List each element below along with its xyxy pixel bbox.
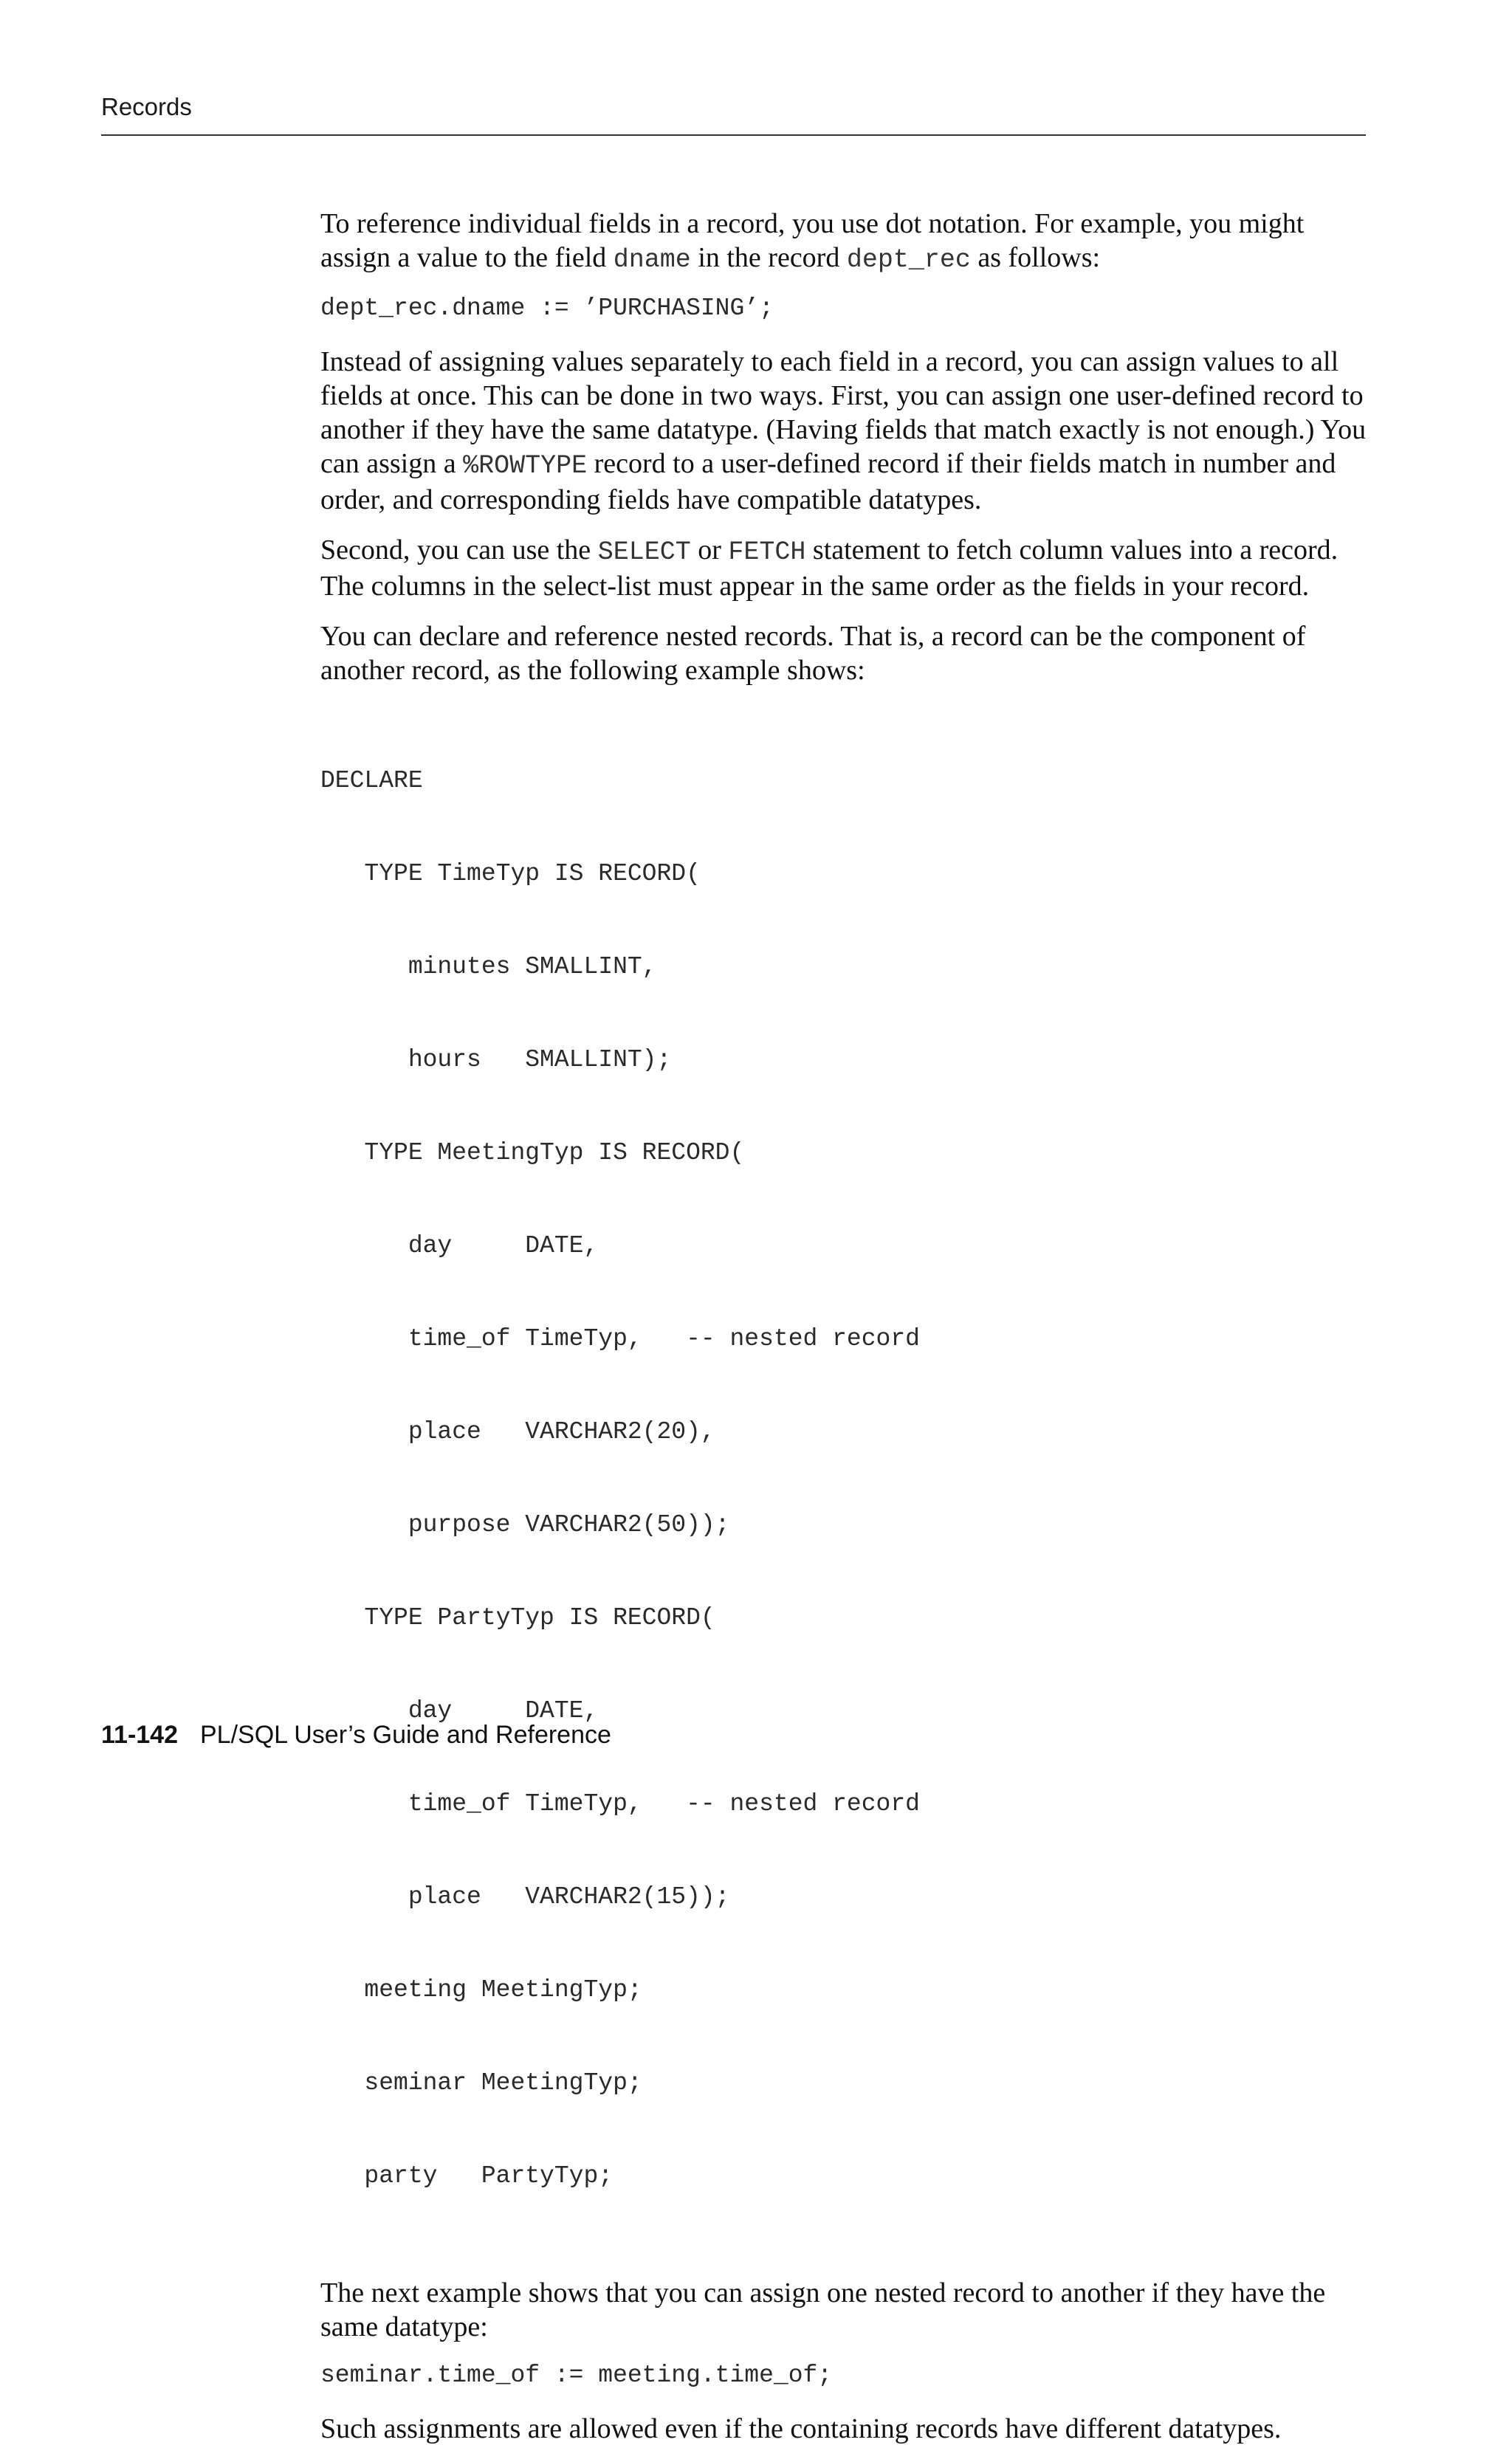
inline-code-fetch: FETCH	[728, 537, 806, 567]
code-line: DECLARE	[320, 767, 423, 794]
code-line: day DATE,	[320, 1232, 599, 1259]
paragraph-nested-records: You can declare and reference nested records. That is, a record can be the component of another record, as the following example shows:	[320, 621, 1306, 686]
code-line: TYPE TimeTyp IS RECORD(	[320, 860, 701, 887]
code-line: place VARCHAR2(20),	[320, 1418, 715, 1445]
text-run: Instead of assigning values separately to each field in a record, you can assign values to all fields at once. This can be done in two ways. First, you can assign one user-defined record to another if they have the same datatype. (Having fields that match exactly is not enough.) You can assign a	[320, 346, 1367, 479]
text-run: or	[690, 534, 729, 565]
book-title: PL/SQL User’s Guide and Reference	[200, 1721, 611, 1749]
inline-code-select: SELECT	[597, 537, 691, 567]
code-line: purpose VARCHAR2(50));	[320, 1511, 730, 1538]
code-line: day DATE,	[320, 1697, 599, 1725]
paragraph-assign-all-fields	[320, 345, 1369, 517]
running-header: Records	[101, 93, 192, 120]
code-line: time_of TimeTyp, -- nested record	[320, 1325, 920, 1352]
code-line: TYPE MeetingTyp IS RECORD(	[320, 1139, 745, 1166]
code-example-assign-nested: seminar.time_of := meeting.time_of;	[320, 2362, 833, 2389]
body-content	[320, 207, 1369, 2462]
code-example-nested-records	[320, 704, 1369, 2254]
page-number: 11-142	[101, 1721, 178, 1749]
code-line: place VARCHAR2(15));	[320, 1883, 730, 1911]
paragraph-different-datatypes: Such assignments are allowed even if the containing records have different datatypes.	[320, 2413, 1282, 2444]
paragraph-assign-nested: The next example shows that you can assign one nested record to another if they have the same datatype:	[320, 2277, 1326, 2342]
paragraph-dot-notation	[320, 207, 1369, 277]
header-rule	[101, 134, 1366, 136]
code-example-assign-field: dept_rec.dname := ’PURCHASING’;	[320, 295, 774, 322]
code-line: meeting MeetingTyp;	[320, 1976, 642, 2004]
text-run: as follows:	[970, 242, 1101, 273]
text-run: record to a user-defined record if their fields match in number and order, and corresponding fields have compatible datatypes.	[320, 448, 1336, 515]
inline-code-dname: dname	[613, 245, 691, 275]
code-line: party PartyTyp;	[320, 2162, 614, 2190]
code-line: seminar MeetingTyp;	[320, 2069, 642, 2097]
code-line: minutes SMALLINT,	[320, 953, 657, 980]
code-line: time_of TimeTyp, -- nested record	[320, 1790, 920, 1818]
paragraph-select-fetch	[320, 533, 1369, 603]
text-run: in the record	[690, 242, 847, 273]
text-run: To reference individual fields in a record, you use dot notation. For example, you might assign a value to the field	[320, 208, 1305, 273]
inline-code-dept-rec: dept_rec	[846, 245, 971, 275]
running-footer	[101, 1720, 611, 1750]
text-run: statement to fetch column values into a record. The columns in the select-list must appear in the same order as the fields in your record.	[320, 534, 1339, 602]
inline-code-rowtype: %ROWTYPE	[463, 451, 588, 481]
code-line: hours SMALLINT);	[320, 1046, 672, 1073]
code-line: TYPE PartyTyp IS RECORD(	[320, 1604, 715, 1631]
text-run: Second, you can use the	[320, 534, 598, 565]
